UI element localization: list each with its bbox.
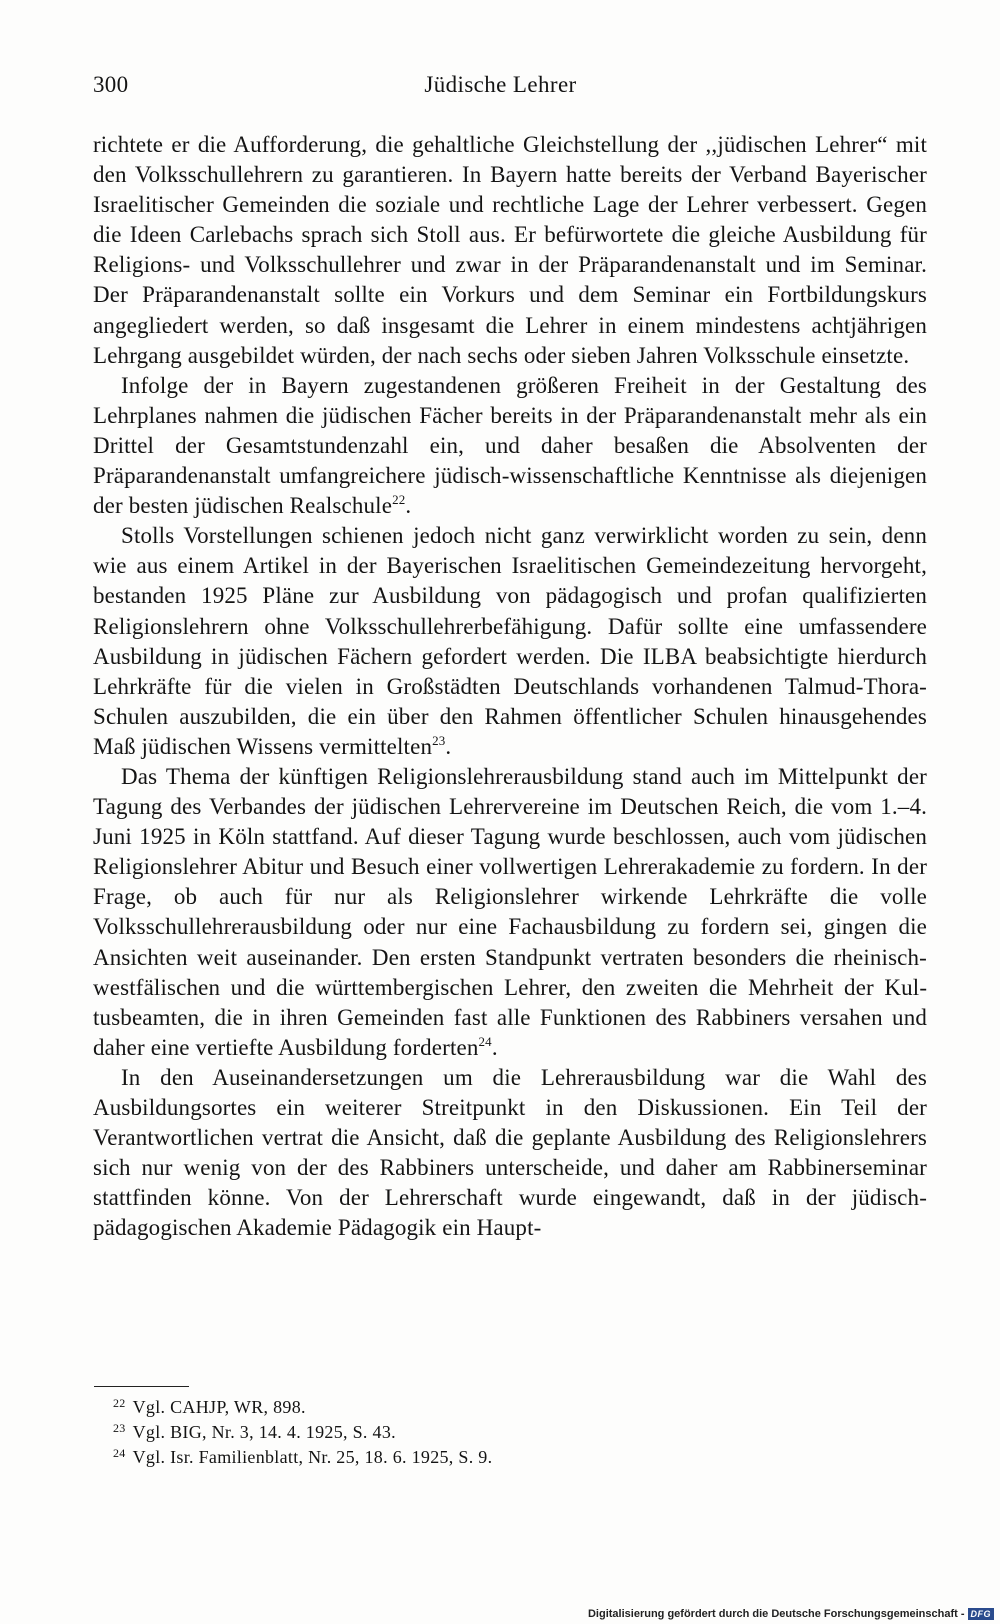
footnote-ref[interactable]: 22 bbox=[392, 492, 406, 508]
footnote-ref[interactable]: 24 bbox=[478, 1033, 492, 1049]
footnote-ref[interactable]: 23 bbox=[432, 732, 446, 748]
paragraph-text: Infolge der in Bayern zugestandenen größeren Freiheit in der Gestaltung des Lehrplanes nahmen die jüdischen Fächer bereits in der Präparandenanstalt mehr als ein Drittel der Gesamtstundenzahl ein, und daher besaßen die Absolventen der Präparandenanstalt umfangreichere jüdisch-wissenschaftliche Kenntnisse als diejenigen der besten jüdischen Realschule bbox=[93, 372, 927, 519]
paragraph-text: Das Thema der künftigen Religionslehrerausbildung stand auch im Mittelpunkt der Tagung des Verbandes der jüdischen Lehrervereine im Deutschen Reich, die vom 1.–4. Juni 1925 in Köln stattfand. Auf dieser Tagung wurde beschlossen, auch vom jüdischen Religionslehrer Abitur und Besuch einer vollwertigen Lehrerakademie zu fordern. In der Frage, ob auch für nur als Religionslehrer wirkende Lehrkräfte die volle Volksschullehrerausbildung oder nur eine Fachausbildung zu fordern sei, gingen die Ansichten weit auseinander. Den ersten Standpunkt vertraten besonders die rheinisch-westfälischen und die württembergischen Lehrer, den zweiten die Mehrheit der Kultusbeamten, die in ihren Gemeinden fast alle Funktionen des Rabbiners versahen und daher eine vertiefte Ausbildung forderten bbox=[93, 763, 927, 1060]
page-header bbox=[93, 72, 908, 106]
dfg-logo-icon: DFG bbox=[968, 1608, 995, 1620]
paragraph bbox=[93, 130, 927, 371]
footnote-number: 23 bbox=[113, 1421, 126, 1435]
paragraph-text: Stolls Vorstellungen schienen jedoch nicht ganz verwirklicht worden zu sein, denn wie aus einem Artikel in der Bayerischen Israelitischen Gemeindezeitung hervorgeht, bestanden 1925 Pläne zur Ausbildung von pädagogisch und profan qualifizierten Religionslehrern ohne Volksschullehrerbefähigung. Dafür sollte eine umfassendere Ausbildung in jüdischen Fächern gefordert werden. Die ILBA beabsichtigte hierdurch Lehrkräfte für die vielen in Großstädten Deutschlands vorhandenen Talmud-Thora-Schulen auszubilden, die ein über den Rahmen öffentlicher Schulen hinausgehendes Maß jüdischen Wissens vermittelten bbox=[93, 523, 927, 759]
footnote-text: Vgl. Isr. Familienblatt, Nr. 25, 18. 6. 1925, S. 9. bbox=[132, 1447, 493, 1467]
page-number: 300 bbox=[93, 72, 129, 97]
paragraph bbox=[93, 1063, 927, 1244]
paragraph-text: richtete er die Aufforderung, die gehaltliche Gleichstellung der ,,jüdischen Lehrer“ mit den Volksschullehrern zu garantieren. In Bayern hatte bereits der Verband Bayerischer Israelitischer Gemeinden die soziale und rechtliche Lage der Lehrer verbessert. Gegen die Ideen Carlebachs sprach sich Stoll aus. Er befürwortete die gleiche Ausbildung für Religions- und Volksschullehrer und zwar in der Präparandenanstalt und im Seminar. Der Präparandenanstalt sollte ein Vorkurs und dem Seminar ein Fortbildungskurs angegliedert werden, so daß insgesamt die Lehrer in einem mindestens achtjährigen Lehrgang ausgebildet würden, der nach sechs oder sieben Jahren Volksschule einsetzte. bbox=[93, 132, 927, 368]
footnote-number: 24 bbox=[113, 1446, 126, 1460]
paragraph-tail: . bbox=[405, 493, 412, 519]
running-head: Jüdische Lehrer bbox=[424, 72, 577, 97]
footnote-text: Vgl. CAHJP, WR, 898. bbox=[132, 1397, 306, 1417]
footnote bbox=[113, 1445, 913, 1470]
paragraph-text: In den Auseinandersetzungen um die Lehrerausbildung war die Wahl des Ausbildungsortes ein weiterer Streitpunkt in den Diskussionen. Ein Teil der Verantwortlichen vertrat die Ansicht, daß die geplante Ausbildung des Religionslehrers sich nur wenig von der des Rabbiners unterscheide, und daher am Rabbinerseminar stattfinden könne. Von der Lehrerschaft wurde eingewandt, daß in der jüdisch-pädagogischen Akademie Pädagogik ein Haupt- bbox=[93, 1064, 927, 1241]
footnote-number: 22 bbox=[113, 1396, 126, 1410]
footnotes bbox=[113, 1395, 913, 1470]
paragraph bbox=[93, 371, 927, 521]
digitization-credit bbox=[588, 1608, 994, 1620]
paragraph bbox=[93, 521, 927, 762]
paragraph bbox=[93, 762, 927, 1063]
footnote-text: Vgl. BIG, Nr. 3, 14. 4. 1925, S. 43. bbox=[132, 1422, 396, 1442]
paragraph-tail: . bbox=[491, 1034, 498, 1060]
body-text bbox=[93, 130, 927, 1243]
credit-text: Digitalisierung gefördert durch die Deutsche Forschungsgemeinschaft - bbox=[587, 1608, 965, 1620]
footnote bbox=[113, 1420, 913, 1445]
paragraph-tail: . bbox=[445, 733, 452, 759]
footnote bbox=[113, 1395, 913, 1420]
footnote-divider bbox=[94, 1386, 189, 1387]
